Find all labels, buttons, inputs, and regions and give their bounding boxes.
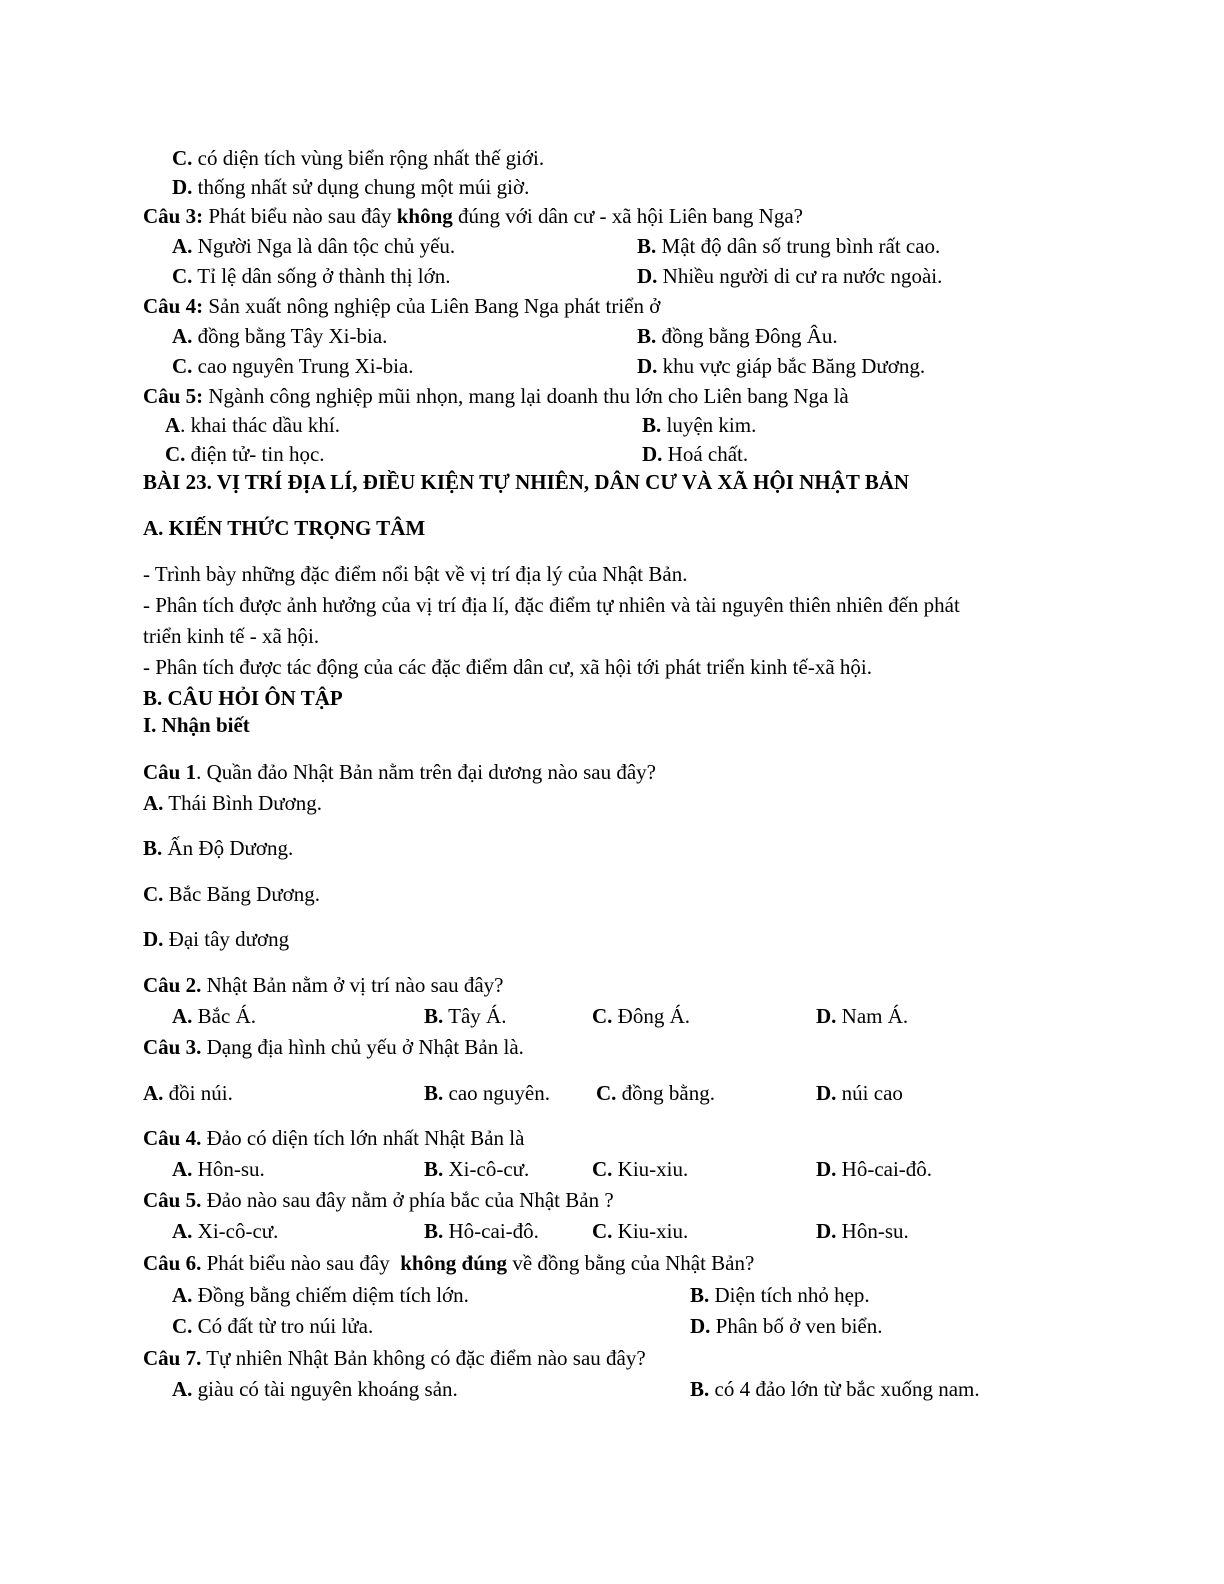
prev-q3-option-a: A. Người Nga là dân tộc chủ yếu. (172, 234, 456, 258)
prev-q5-option-a: A. khai thác dầu khí. (165, 413, 340, 437)
question-2-option-a: A. Bắc Á. (172, 1004, 256, 1028)
question-1-option-d: D. Đại tây dương (143, 927, 290, 951)
question-2-option-b: B. Tây Á. (424, 1004, 507, 1028)
question-4-stem: Câu 4. Đảo có diện tích lớn nhất Nhật Bản là (143, 1126, 525, 1150)
question-7-option-b: B. có 4 đảo lớn từ bắc xuống nam. (690, 1377, 980, 1401)
prev-q5-option-c: C. điện tử- tin học. (165, 442, 325, 466)
section-a-title: A. KIẾN THỨC TRỌNG TÂM (143, 516, 426, 540)
question-2-option-c: C. Đông Á. (592, 1004, 691, 1028)
prev-q3-stem: Câu 3: Phát biểu nào sau đây không đúng với dân cư - xã hội Liên bang Nga? (143, 204, 803, 228)
question-1-option-a: A. Thái Bình Dương. (143, 791, 323, 815)
question-1-option-c: C. Bắc Băng Dương. (143, 882, 321, 906)
question-2-stem: Câu 2. Nhật Bản nằm ở vị trí nào sau đây? (143, 973, 504, 997)
lesson-title: BÀI 23. VỊ TRÍ ĐỊA LÍ, ĐIỀU KIỆN TỰ NHIÊN, DÂN CƯ VÀ XÃ HỘI NHẬT BẢN (143, 470, 910, 494)
question-5-stem: Câu 5. Đảo nào sau đây nằm ở phía bắc của Nhật Bản ? (143, 1188, 614, 1212)
question-5-option-a: A. Xi-cô-cư. (172, 1219, 279, 1243)
prev-q4-option-a: A. đồng bằng Tây Xi-bia. (172, 324, 388, 348)
question-3-option-a: A. đồi núi. (143, 1081, 233, 1105)
question-5-option-c: C. Kiu-xiu. (592, 1219, 689, 1243)
prev-q4-option-c: C. cao nguyên Trung Xi-bia. (172, 354, 414, 378)
prev-q5-stem: Câu 5: Ngành công nghiệp mũi nhọn, mang lại doanh thu lớn cho Liên bang Nga là (143, 384, 849, 408)
section-a-bullet-1: - Trình bày những đặc điểm nổi bật về vị trí địa lý của Nhật Bản. (143, 562, 688, 586)
prev-q4-option-d: D. khu vực giáp bắc Băng Dương. (637, 354, 926, 378)
question-5-option-b: B. Hô-cai-đô. (424, 1219, 539, 1243)
question-7-stem: Câu 7. Tự nhiên Nhật Bản không có đặc điểm nào sau đây? (143, 1346, 646, 1370)
question-4-option-c: C. Kiu-xiu. (592, 1157, 689, 1181)
question-3-option-c: C. đồng bằng. (596, 1081, 715, 1105)
section-a-bullet-2-cont: triển kinh tế - xã hội. (143, 624, 320, 648)
section-a-bullet-3: - Phân tích được tác động của các đặc điểm dân cư, xã hội tới phát triển kinh tế-xã hội. (143, 655, 872, 679)
prev-q2-option-d: D. thống nhất sử dụng chung một múi giờ. (172, 175, 530, 199)
prev-q5-option-b: B. luyện kim. (642, 413, 757, 437)
prev-q3-option-c: C. Tỉ lệ dân sống ở thành thị lớn. (172, 264, 451, 288)
prev-q3-option-b: B. Mật độ dân số trung bình rất cao. (637, 234, 941, 258)
question-6-stem: Câu 6. Phát biểu nào sau đây không đúng về đồng bằng của Nhật Bản? (143, 1251, 755, 1275)
question-6-option-a: A. Đồng bằng chiếm diệm tích lớn. (172, 1283, 469, 1307)
section-a-bullet-2: - Phân tích được ảnh hưởng của vị trí địa lí, đặc điểm tự nhiên và tài nguyên thiên nhiên đến phát (143, 593, 960, 617)
question-4-option-b: B. Xi-cô-cư. (424, 1157, 530, 1181)
question-1-option-b: B. Ấn Độ Dương. (143, 836, 294, 860)
section-b-subtitle: I. Nhận biết (143, 713, 250, 737)
prev-q2-option-c: C. có diện tích vùng biển rộng nhất thế giới. (172, 146, 545, 170)
question-5-option-d: D. Hôn-su. (816, 1219, 909, 1243)
prev-q3-option-d: D. Nhiều người di cư ra nước ngoài. (637, 264, 943, 288)
prev-q4-option-b: B. đồng bằng Đông Âu. (637, 324, 838, 348)
question-6-option-d: D. Phân bố ở ven biển. (690, 1314, 883, 1338)
question-3-stem: Câu 3. Dạng địa hình chủ yếu ở Nhật Bản là. (143, 1035, 524, 1059)
question-3-option-d: D. núi cao (816, 1081, 903, 1105)
question-2-option-d: D. Nam Á. (816, 1004, 909, 1028)
question-4-option-d: D. Hô-cai-đô. (816, 1157, 933, 1181)
section-b-title: B. CÂU HỎI ÔN TẬP (143, 686, 343, 710)
question-6-option-c: C. Có đất từ tro núi lửa. (172, 1314, 374, 1338)
prev-q5-option-d: D. Hoá chất. (642, 442, 749, 466)
question-1-stem: Câu 1. Quần đảo Nhật Bản nằm trên đại dương nào sau đây? (143, 760, 656, 784)
question-7-option-a: A. giàu có tài nguyên khoáng sản. (172, 1377, 458, 1401)
prev-q4-stem: Câu 4: Sản xuất nông nghiệp của Liên Bang Nga phát triển ở (143, 294, 661, 318)
question-6-option-b: B. Diện tích nhỏ hẹp. (690, 1283, 870, 1307)
question-3-option-b: B. cao nguyên. (424, 1081, 550, 1105)
question-4-option-a: A. Hôn-su. (172, 1157, 265, 1181)
